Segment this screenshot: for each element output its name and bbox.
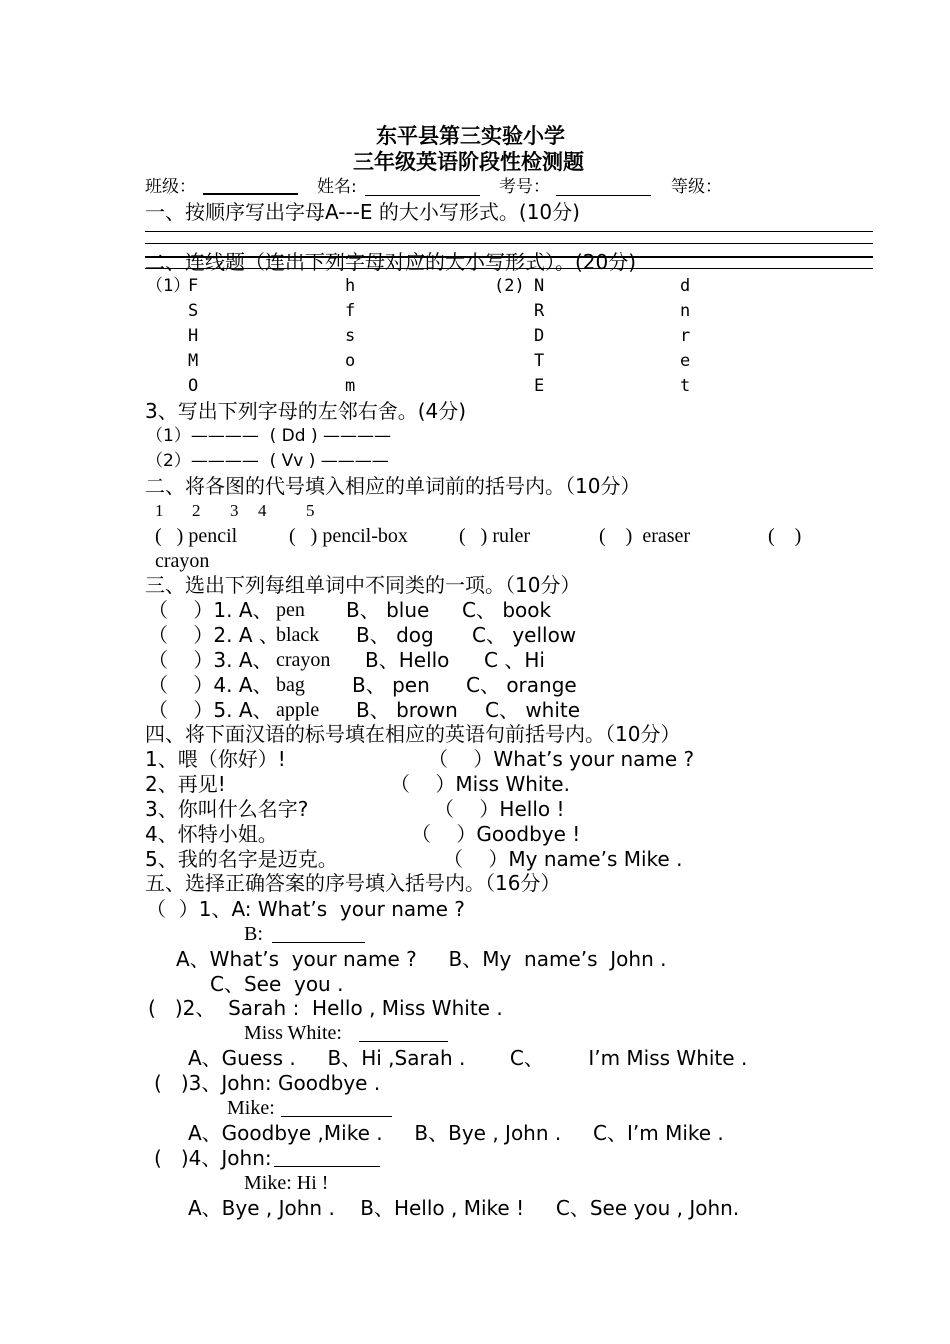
picture-number: 4 [258, 501, 267, 520]
match-left-letter: F [188, 276, 199, 296]
exam-title: 三年级英语阶段性检测题 [353, 150, 584, 174]
option-c: C、 book [462, 598, 552, 622]
dialogue-question[interactable]: ( )3、John: Goodbye . [154, 1071, 381, 1095]
question-number[interactable]: （ ）2. A 、 [148, 623, 279, 647]
group-2-label: (2) [494, 276, 525, 296]
match-right-letter: m [345, 376, 356, 396]
class-blank[interactable] [203, 193, 298, 195]
name-label: 姓名: [317, 177, 357, 197]
answer-options: A、Goodbye ,Mike . B、Bye , John . C、I’m Mike . [188, 1121, 724, 1145]
match-left-letter: N [534, 276, 545, 296]
option-b: B、 blue [346, 598, 430, 622]
match-left-letter: D [534, 326, 545, 346]
english-sentence[interactable]: （ ）Goodbye ! [411, 822, 581, 846]
match-right-letter: r [680, 326, 691, 346]
dialogue-reply: B: [244, 923, 263, 945]
chinese-phrase: 1、喂（你好）! [145, 747, 286, 771]
question-number[interactable]: （ ）3. A、 [148, 648, 273, 672]
picture-number: 5 [306, 501, 315, 520]
answer-blank[interactable] [359, 1041, 448, 1042]
part-4-heading: 四、将下面汉语的标号填在相应的英语句前括号内。（10分） [145, 722, 681, 746]
grade-label: 等级： [671, 177, 722, 197]
school-title: 东平县第三实验小学 [376, 124, 565, 148]
word-item[interactable]: ( ) eraser [599, 525, 691, 547]
group-1-label: （1） [146, 276, 191, 296]
match-right-letter: o [345, 351, 356, 371]
answer-blank[interactable] [272, 942, 365, 943]
option-a: crayon [276, 649, 331, 671]
word-item-wrap: crayon [155, 550, 210, 572]
exam-number-blank[interactable] [556, 195, 651, 196]
match-left-letter: S [188, 301, 199, 321]
dialogue-question[interactable]: ( )4、John: [154, 1146, 272, 1170]
dialogue-question[interactable]: ( )2、 Sarah : Hello , Miss White . [148, 996, 503, 1020]
neighbor-row-1[interactable]: （1）———— ( Dd ) ———— [146, 426, 391, 446]
match-right-letter: e [680, 351, 691, 371]
section-3-heading: 3、写出下列字母的左邻右舍。(4分) [145, 399, 467, 423]
match-right-letter: t [680, 376, 691, 396]
word-item[interactable]: ( ) [768, 525, 802, 547]
answer-options: A、What’s your name ? B、My name’s John . [176, 947, 667, 971]
chinese-phrase: 3、你叫什么名字? [145, 797, 309, 821]
match-right-letter: d [680, 276, 691, 296]
option-b: B、 dog [356, 623, 434, 647]
picture-number: 2 [192, 501, 201, 520]
match-left-letter: O [188, 376, 199, 396]
name-blank[interactable] [365, 195, 480, 196]
english-sentence[interactable]: （ ）Hello ! [434, 797, 565, 821]
class-label: 班级： [145, 177, 196, 197]
match-left-letter: M [188, 351, 199, 371]
option-b: B、 pen [352, 673, 430, 697]
question-number[interactable]: （ ）4. A、 [148, 673, 273, 697]
dialogue-reply: Miss White: [244, 1022, 342, 1044]
option-c: C、 white [485, 698, 581, 722]
match-right-letter: f [345, 301, 356, 321]
option-c: C、 yellow [472, 623, 577, 647]
option-a: black [276, 624, 320, 646]
dialogue-question[interactable]: （ ）1、A: What’s your name ? [146, 897, 465, 921]
match-left-letter: E [534, 376, 545, 396]
writing-line-2[interactable] [145, 243, 873, 244]
option-a: pen [276, 599, 305, 621]
writing-line-1[interactable] [145, 231, 873, 232]
option-c: C、 orange [466, 673, 577, 697]
part-5-heading: 五、选择正确答案的序号填入括号内。（16分） [145, 871, 561, 895]
match-left-letter: T [534, 351, 545, 371]
dialogue-reply: Mike: Hi ! [244, 1172, 329, 1194]
part-3-heading: 三、选出下列每组单词中不同类的一项。（10分） [145, 573, 581, 597]
english-sentence[interactable]: （ ）Miss White. [390, 772, 570, 796]
answer-blank[interactable] [281, 1116, 392, 1117]
option-b: B、Hello [365, 648, 450, 672]
section-2-heading: 二、连线题（连出下列字母对应的大小写形式）。(20分) [145, 250, 637, 274]
exam-number-label: 考号： [499, 177, 550, 197]
dialogue-reply: Mike: [227, 1097, 275, 1119]
match-right-letter: s [345, 326, 356, 346]
word-item[interactable]: ( ) pencil [155, 525, 238, 547]
picture-number: 1 [155, 501, 164, 520]
english-sentence[interactable]: （ ）My name’s Mike . [443, 847, 683, 871]
answer-option-c: C、See you . [210, 972, 344, 996]
question-number[interactable]: （ ）1. A、 [148, 598, 273, 622]
section-1-heading: 一、按顺序写出字母A---E 的大小写形式。(10分) [145, 200, 580, 224]
answer-blank[interactable] [274, 1166, 380, 1167]
word-item[interactable]: ( ) ruler [459, 525, 531, 547]
match-left-letter: H [188, 326, 199, 346]
match-left-letter: R [534, 301, 545, 321]
option-a: apple [276, 699, 320, 721]
question-number[interactable]: （ ）5. A、 [148, 698, 273, 722]
neighbor-row-2[interactable]: （2）———— ( Vv ) ———— [146, 451, 389, 471]
word-item[interactable]: ( ) pencil-box [289, 525, 408, 547]
option-b: B、 brown [356, 698, 458, 722]
english-sentence[interactable]: （ ）What’s your name ? [428, 747, 695, 771]
part-2-heading: 二、将各图的代号填入相应的单词前的括号内。（10分） [145, 474, 641, 498]
match-right-letter: h [345, 276, 356, 296]
picture-number: 3 [230, 501, 239, 520]
option-a: bag [276, 674, 305, 696]
chinese-phrase: 4、怀特小姐。 [145, 822, 278, 846]
option-c: C 、Hi [484, 648, 545, 672]
answer-options: A、Guess . B、Hi ,Sarah . C、 I’m Miss White . [188, 1046, 748, 1070]
match-right-letter: n [680, 301, 691, 321]
chinese-phrase: 5、我的名字是迈克。 [145, 847, 338, 871]
chinese-phrase: 2、再见! [145, 772, 226, 796]
answer-options: A、Bye , John . B、Hello , Mike ! C、See you , John. [188, 1196, 740, 1220]
